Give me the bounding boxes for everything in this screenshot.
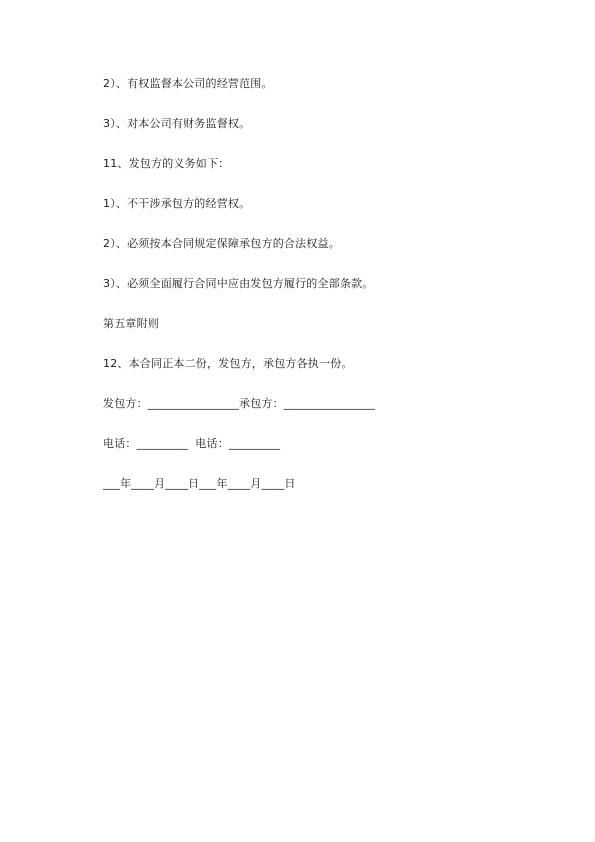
signature-text: ___年____月____日___年____月____日 <box>103 477 296 490</box>
signature-date-line <box>103 476 523 492</box>
clause-text: 2）、有权监督本公司的经营范围。 <box>103 77 273 90</box>
clause-2-supervise-scope <box>103 76 523 92</box>
clause-text: 1）、不干涉承包方的经营权。 <box>103 197 251 210</box>
clause-3-fulfill-terms <box>103 276 523 292</box>
clause-text: 11、发包方的义务如下： <box>103 157 230 170</box>
clause-text: 2）、必须按本合同规定保障承包方的合法权益。 <box>103 237 340 250</box>
clause-text: 3）、必须全面履行合同中应由发包方履行的全部条款。 <box>103 277 374 290</box>
clause-3-financial-supervision <box>103 116 523 132</box>
section-12-copies <box>103 356 523 372</box>
signature-text: 发包方：________________承包方：________________ <box>103 397 375 410</box>
signature-text: 电话：_________ 电话：_________ <box>103 437 281 450</box>
chapter-5-heading <box>103 316 523 332</box>
clause-text: 3）、对本公司有财务监督权。 <box>103 117 251 130</box>
section-11-heading <box>103 156 523 172</box>
clause-2-protect-rights <box>103 236 523 252</box>
clause-text: 12、本合同正本二份，发包方，承包方各执一份。 <box>103 357 353 370</box>
document-body <box>103 76 523 516</box>
signature-phone-line <box>103 436 523 452</box>
clause-text: 第五章附则 <box>103 317 159 330</box>
clause-1-no-interference <box>103 196 523 212</box>
signature-party-line <box>103 396 523 412</box>
